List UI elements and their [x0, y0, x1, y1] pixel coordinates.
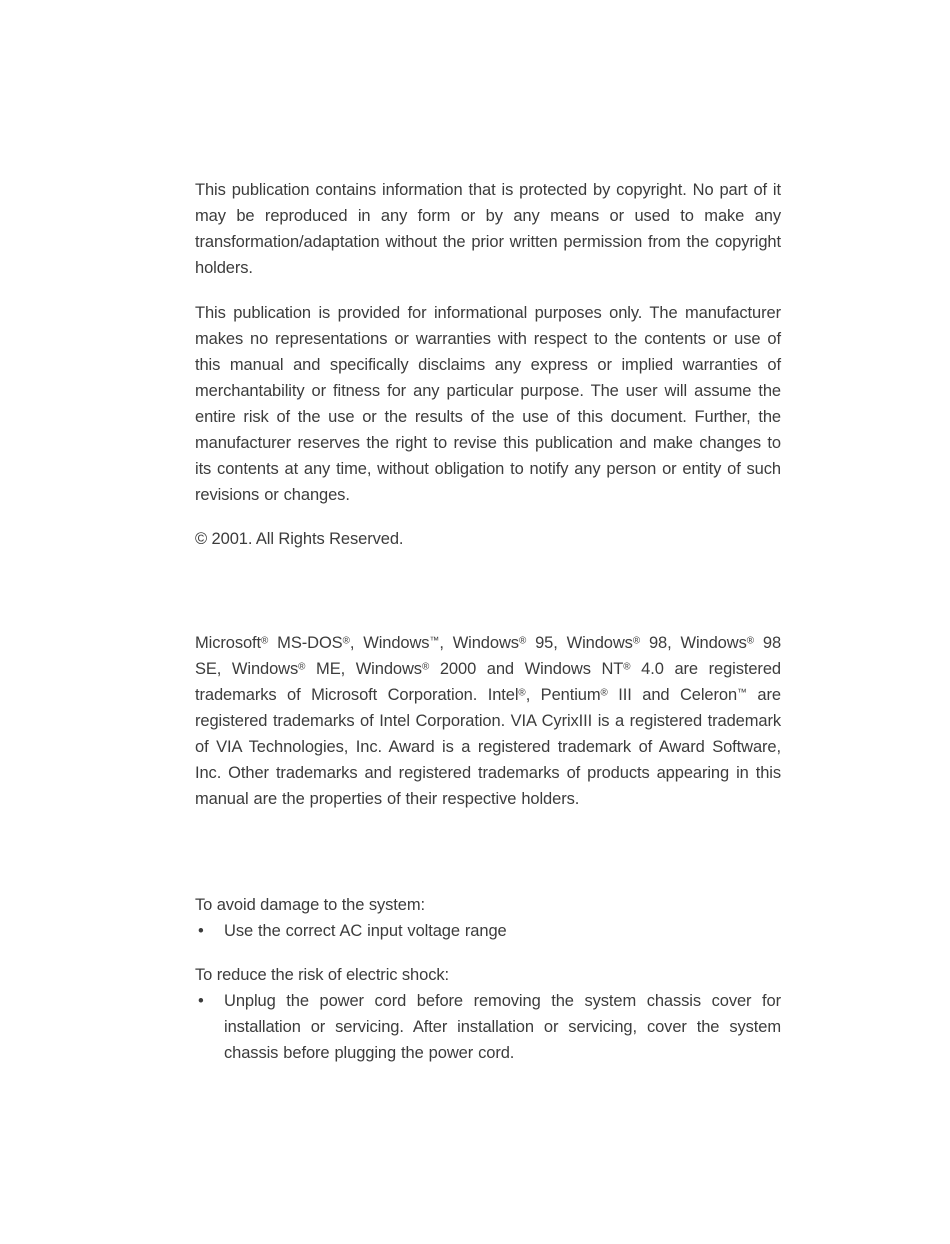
trademark-section [195, 630, 781, 812]
safety-bullet-unplug: Unplug the power cord before removing the system chassis cover for installation or servicing. After installation or servicing, cover the system chassis before plugging the power cord. [224, 992, 781, 1062]
safety-group-shock [195, 962, 781, 1066]
safety-bullet-voltage: Use the correct AC input voltage range [224, 922, 507, 940]
list-item [195, 988, 781, 1066]
list-item [195, 918, 781, 944]
safety-group-damage [195, 892, 781, 944]
copyright-paragraph-1: This publication contains information that is protected by copyright. No part of it may be reproduced in any form or by any means or used to make any transformation/adaptation without the prior written permission from the copyright holders. [195, 181, 781, 277]
bullet-icon: • [198, 992, 204, 1010]
copyright-notice: © 2001. All Rights Reserved. [195, 530, 404, 548]
safety-section [195, 892, 781, 1066]
safety-lead-damage: To avoid damage to the system: [195, 896, 425, 914]
bullet-icon: • [198, 922, 204, 940]
page-content [195, 177, 781, 1066]
safety-lead-shock: To reduce the risk of electric shock: [195, 966, 449, 984]
copyright-paragraph-2: This publication is provided for informational purposes only. The manufacturer makes no representations or warranties with respect to the contents or use of this manual and specifically disclaims any express or implied warranties of merchantability or fitness for any particular purpose. The user will assume the entire risk of the use or the results of the use of this document. Further, the manufacturer reserves the right to revise this publication and make changes to its contents at any time, without obligation to notify any person or entity of such revisions or changes. [195, 304, 781, 504]
trademark-paragraph: Microsoft® MS-DOS®, Windows™, Windows® 95, Windows® 98, Windows® 98 SE, Windows® ME, Windows® 2000 and Windows NT® 4.0 are registered trademarks of Microsoft Corporation. Intel®, Pentium® III and Celeron™ are registered trademarks of Intel Corporation. VIA CyrixIII is a registered trademark of VIA Technologies, Inc. Award is a registered trademark of Award Software, Inc. Other trademarks and registered trademarks of products appearing in this manual are the properties of their respective holders. [195, 634, 782, 808]
copyright-section [195, 177, 781, 552]
